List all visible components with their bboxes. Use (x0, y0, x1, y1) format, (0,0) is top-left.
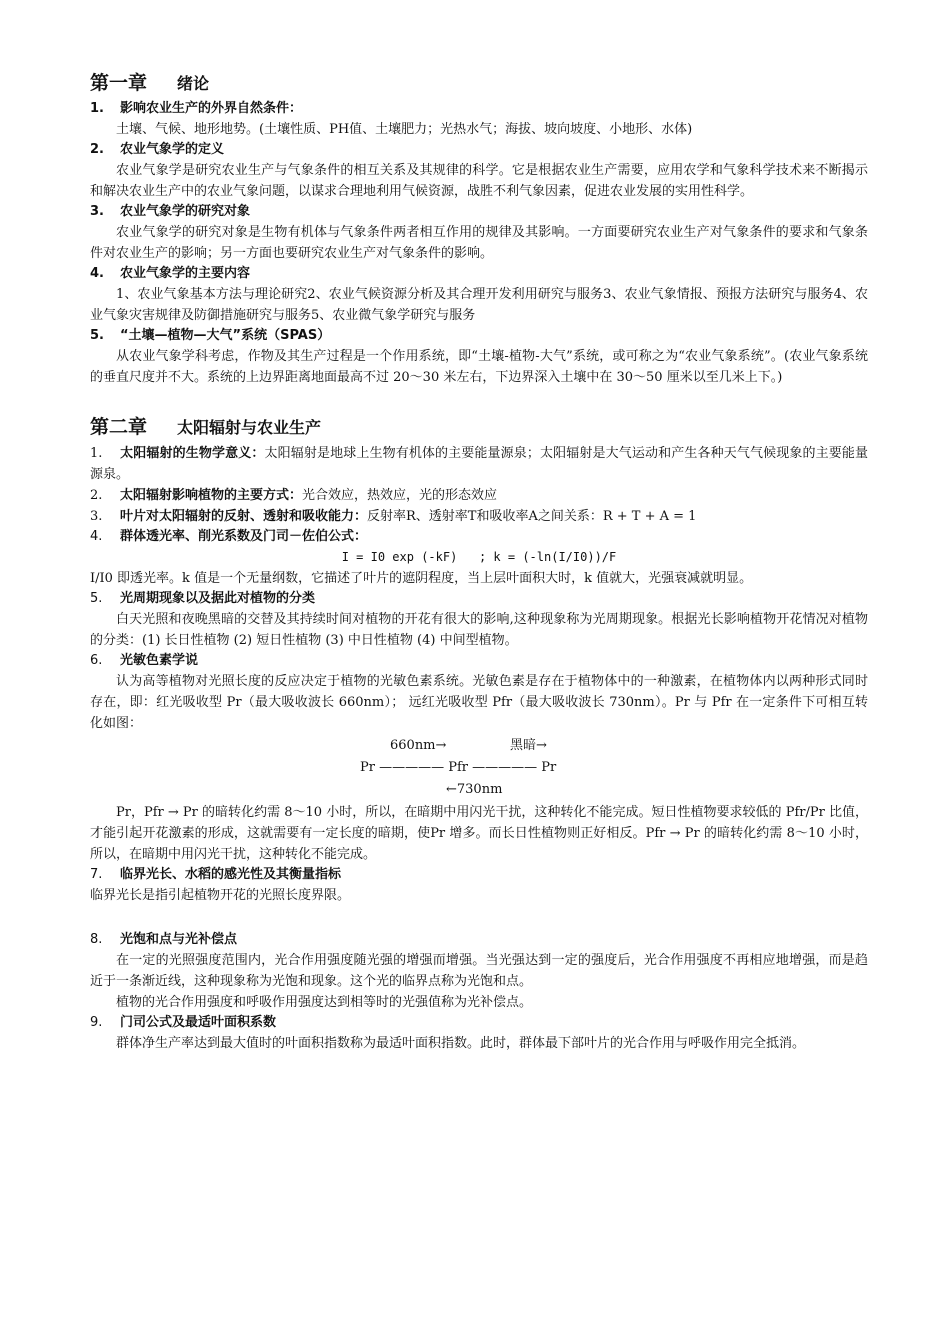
item-body: 认为高等植物对光照长度的反应决定于植物的光敏色素系统。光敏色素是存在于植物体中的一种激素，在植物体内以两种形式同时存在，即：红光吸收型 Pr（最大吸收波长 660nm）； 远红光吸收型 Pfr（最大吸收波长 730nm）。Pr 与 Pfr 在一定条件下可相互转化如图： (90, 674, 868, 731)
item-heading: 农业气象学的研究对象 (120, 204, 251, 219)
section-2-3 (90, 506, 868, 527)
chapter-number: 第二章 (90, 416, 148, 438)
item-body: 白天光照和夜晚黑暗的交替及其持续时间对植物的开花有很大的影响,这种现象称为光周期现象。根据光长影响植物开花情况对植物的分类：(1) 长日性植物 (2) 短日性植物 (3) 中日性植物 (4) 中间型植物。 (90, 612, 868, 648)
item-heading: “土壤—植物—大气”系统（SPAS） (120, 328, 331, 343)
section-2-1 (90, 443, 868, 485)
diagram-label-730nm: ←730nm (446, 782, 503, 797)
chapter-title: 太阳辐射与农业生产 (177, 418, 322, 437)
item-body: 群体净生产率达到最大值时的叶面积指数称为最适叶面积指数。此时，群体最下部叶片的光合作用与呼吸作用完全抵消。 (116, 1036, 806, 1051)
item-number: 5. (90, 591, 103, 606)
item-heading: 临界光长、水稻的感光性及其衡量指标 (120, 867, 342, 882)
chapter-1-heading (90, 68, 868, 95)
item-number: 7. (90, 867, 103, 882)
item-heading: 光周期现象以及据此对植物的分类 (120, 591, 316, 606)
chapter-2-heading (90, 412, 868, 439)
section-1-1 (90, 99, 868, 140)
item-number: 3. (90, 204, 104, 219)
item-heading: 光饱和点与光补偿点 (120, 932, 238, 947)
diagram-label-660nm: 660nm→ (390, 738, 447, 753)
item-number: 4. (90, 529, 103, 544)
section-2-6 (90, 651, 868, 865)
item-number: 3. (90, 509, 103, 524)
item-body: 从农业气象学科考虑，作物及其生产过程是一个作用系统，即“土壤-植物-大气”系统，或可称之为“农业气象系统”。(农业气象系统的垂直尺度并不大。系统的上边界距离地面最高不过 20～30 米左右，下边界深入土壤中在 30～50 厘米以至几米上下。) (90, 349, 868, 385)
item-number: 8. (90, 932, 103, 947)
item-heading: 群体透光率、削光系数及门司－佐伯公式： (120, 529, 368, 544)
item-heading: 农业气象学的定义 (120, 142, 225, 157)
item-heading: 影响农业生产的外界自然条件： (120, 101, 303, 116)
phytochrome-diagram (90, 734, 868, 802)
item-body: 农业气象学的研究对象是生物有机体与气象条件两者相互作用的规律及其影响。一方面要研究农业生产对气象条件的要求和气象条件对农业生产的影响；另一方面也要研究农业生产对气象条件的影响。 (90, 225, 868, 261)
item-body: 光合效应，热效应，光的形态效应 (302, 488, 498, 503)
section-1-4 (90, 264, 868, 326)
section-1-2 (90, 140, 868, 202)
item-heading: 太阳辐射的生物学意义： (120, 446, 265, 461)
item-body-2: Pr，Pfr → Pr 的暗转化约需 8～10 小时，所以，在暗期中用闪光干扰，这种转化不能完成。短日性植物要求较低的 Pfr/Pr 比值，才能引起开花激素的形成，这就需要有一定长度的暗期，使Pr 增多。而长日性植物则正好相反。Pfr → Pr 的暗转化约需 8～10 小时，所以，在暗期中用闪光干扰，这种转化不能完成。 (90, 805, 868, 862)
section-2-9 (90, 1013, 868, 1054)
item-number: 1. (90, 101, 104, 116)
item-body: 临界光长是指引起植物开花的光照长度界限。 (90, 888, 351, 903)
item-number: 2. (90, 142, 104, 157)
item-body: 反射率R、透射率T和吸收率A之间关系：R + T + A = 1 (367, 509, 697, 524)
item-body: I/I0 即透光率。k 值是一个无量纲数，它描述了叶片的遮阴程度，当上层叶面积大时，k 值就大，光强衰减就明显。 (90, 571, 753, 586)
item-number: 4. (90, 266, 104, 281)
diagram-conversion-line: Pr ————— Pfr ————— Pr (360, 760, 557, 775)
section-2-8 (90, 930, 868, 1013)
item-body-2: 植物的光合作用强度和呼吸作用强度达到相等时的光强值称为光补偿点。 (116, 995, 533, 1010)
item-number: 5. (90, 328, 104, 343)
chapter-title: 绪论 (177, 74, 210, 93)
item-number: 1. (90, 446, 103, 461)
document-page (90, 68, 868, 1054)
item-body: 1、农业气象基本方法与理论研究2、农业气候资源分析及其合理开发利用研究与服务3、农业气象情报、预报方法研究与服务4、农业气象灾害规律及防御措施研究与服务5、农业微气象学研究与服务 (90, 287, 868, 323)
section-1-3 (90, 202, 868, 264)
item-heading: 农业气象学的主要内容 (120, 266, 251, 281)
item-heading: 叶片对太阳辐射的反射、透射和吸收能力： (120, 509, 368, 524)
item-number: 6. (90, 653, 103, 668)
section-2-7 (90, 865, 868, 906)
item-body: 在一定的光照强度范围内，光合作用强度随光强的增强而增强。当光强达到一定的强度后，光合作用强度不再相应地增强，而是趋近于一条渐近线，这种现象称为光饱和现象。这个光的临界点称为光饱和点。 (90, 953, 868, 989)
item-body: 土壤、气候、地形地势。(土壤性质、PH值、土壤肥力；光热水气；海拔、坡向坡度、小地形、水体) (116, 122, 693, 137)
formula: I = I0 exp (-kF) ; k = (-ln(I/I0))/F (341, 550, 617, 564)
section-2-2 (90, 485, 868, 506)
section-1-5 (90, 326, 868, 388)
item-heading: 太阳辐射影响植物的主要方式： (120, 488, 303, 503)
section-2-4 (90, 527, 868, 589)
chapter-number: 第一章 (90, 72, 148, 94)
diagram-label-dark: 黑暗→ (510, 738, 547, 753)
item-body: 农业气象学是研究农业生产与气象条件的相互关系及其规律的科学。它是根据农业生产需要，应用农学和气象科学技术来不断揭示和解决农业生产中的农业气象问题，以谋求合理地利用气候资源，战胜不利气象因素，促进农业发展的实用性科学。 (90, 163, 868, 199)
section-2-5 (90, 589, 868, 651)
item-number: 9. (90, 1015, 103, 1030)
item-heading: 光敏色素学说 (120, 653, 199, 668)
item-number: 2. (90, 488, 103, 503)
item-body: 太阳辐射是地球上生物有机体的主要能量源泉；太阳辐射是大气运动和产生各种天气气候现象的主要能量源泉。 (90, 446, 868, 482)
item-heading: 门司公式及最适叶面积系数 (120, 1015, 277, 1030)
